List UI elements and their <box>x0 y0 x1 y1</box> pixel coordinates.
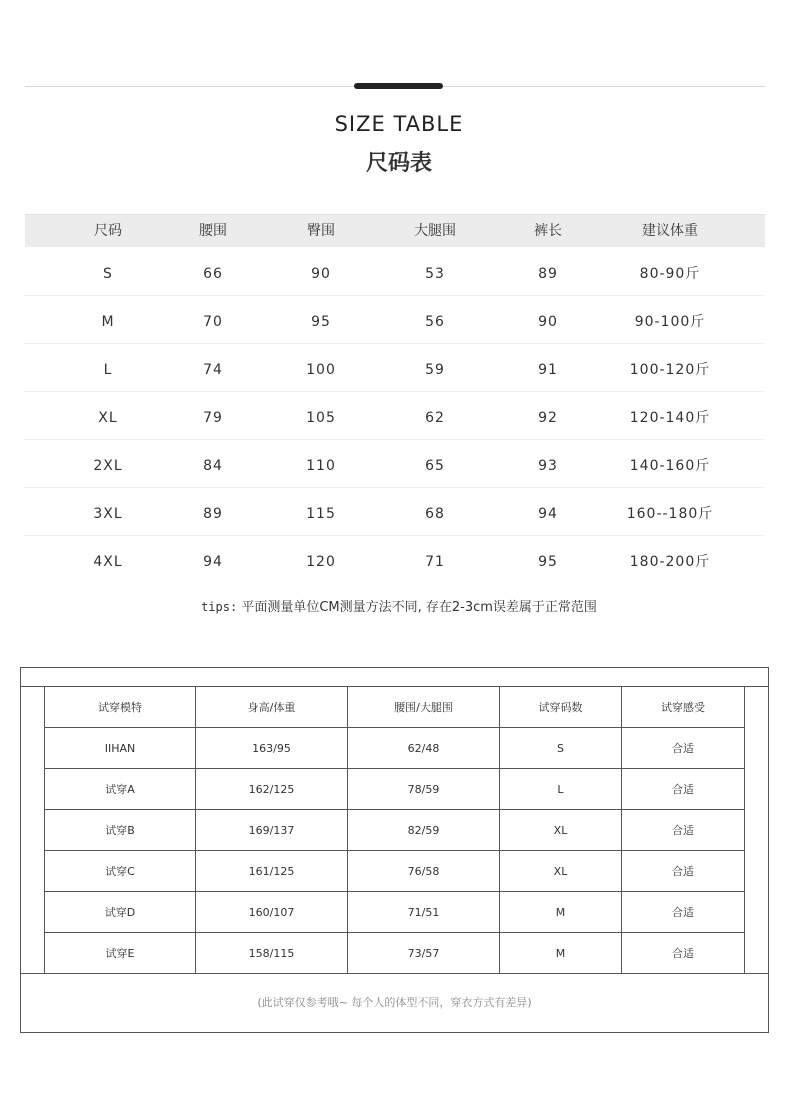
fit-header-cell: 试穿感受 <box>622 687 745 728</box>
fit-table-row <box>45 933 745 974</box>
fit-table-cell: M <box>500 892 622 933</box>
fit-table-row <box>45 851 745 892</box>
size-table-row <box>25 440 765 488</box>
fit-table-row <box>45 810 745 851</box>
fit-table-cell: 合适 <box>622 769 745 810</box>
fit-table-cell: 163/95 <box>196 728 348 769</box>
size-table-cell: 93 <box>538 458 558 474</box>
fit-table-cell: 试穿A <box>45 769 196 810</box>
size-table-cell: 71 <box>425 554 445 570</box>
fit-table-cell: IIHAN <box>45 728 196 769</box>
size-table-cell: S <box>103 266 113 282</box>
fit-header-cell: 腰围/大腿围 <box>348 687 500 728</box>
size-table-cell: 66 <box>203 266 223 282</box>
fit-table-cell: 试穿E <box>45 933 196 974</box>
size-table-cell: 100 <box>306 362 336 378</box>
fit-table-cell: 71/51 <box>348 892 500 933</box>
title-chinese: 尺码表 <box>365 151 432 176</box>
size-table-cell: 120-140斤 <box>629 410 711 426</box>
fit-table-cell: 62/48 <box>348 728 500 769</box>
size-table-cell: 180-200斤 <box>629 554 711 570</box>
size-table-cell: 95 <box>538 554 558 570</box>
fit-table <box>44 686 745 974</box>
fit-table-row <box>45 728 745 769</box>
fit-table-cell: 合适 <box>622 851 745 892</box>
size-table-header <box>25 214 765 247</box>
size-table-cell: 56 <box>425 314 445 330</box>
fit-table-cell: 160/107 <box>196 892 348 933</box>
fit-table-cell: 试穿D <box>45 892 196 933</box>
fit-header-cell: 身高/体重 <box>196 687 348 728</box>
size-table-cell: 94 <box>203 554 223 570</box>
fit-table-cell: M <box>500 933 622 974</box>
tips-body: 平面测量单位CM测量方法不同, 存在2-3cm误差属于正常范围 <box>237 600 597 615</box>
size-table-cell: 65 <box>425 458 445 474</box>
size-table-row <box>25 392 765 440</box>
fit-table-cell: S <box>500 728 622 769</box>
size-table-cell: XL <box>98 410 118 426</box>
size-table-row <box>25 536 765 584</box>
size-table-cell: 80-90斤 <box>639 266 701 282</box>
size-table-row <box>25 296 765 344</box>
size-header-cell: 腰围 <box>199 223 227 239</box>
size-table-row <box>25 488 765 536</box>
fit-table-cell: 试穿C <box>45 851 196 892</box>
size-header-cell: 大腿围 <box>414 223 456 239</box>
fit-table-row <box>45 892 745 933</box>
size-table-cell: 59 <box>425 362 445 378</box>
size-table-cell: 90-100斤 <box>634 314 706 330</box>
fit-table-cell: XL <box>500 851 622 892</box>
size-table-cell: 70 <box>203 314 223 330</box>
size-table-cell: 100-120斤 <box>629 362 711 378</box>
size-table-cell: 115 <box>306 506 336 522</box>
fit-table-cell: 82/59 <box>348 810 500 851</box>
size-table-cell: 89 <box>203 506 223 522</box>
tips-text <box>0 596 790 615</box>
fit-table-cell: 合适 <box>622 810 745 851</box>
size-table-cell: 120 <box>306 554 336 570</box>
size-table-row <box>25 344 765 392</box>
size-table-cell: M <box>101 314 115 330</box>
fit-table-cell: 合适 <box>622 892 745 933</box>
size-table-cell: 160--180斤 <box>626 506 714 522</box>
size-table-cell: 79 <box>203 410 223 426</box>
size-table-cell: 91 <box>538 362 558 378</box>
fit-table-cell: 73/57 <box>348 933 500 974</box>
fit-table-header-row <box>45 687 745 728</box>
size-table-cell: 90 <box>311 266 331 282</box>
top-accent-bar <box>354 83 443 89</box>
size-table-cell: 94 <box>538 506 558 522</box>
size-header-cell: 裤长 <box>534 223 562 239</box>
fit-table-cell: 78/59 <box>348 769 500 810</box>
fit-table-cell: 162/125 <box>196 769 348 810</box>
fit-table-cell: 158/115 <box>196 933 348 974</box>
size-table-cell: 90 <box>538 314 558 330</box>
fit-table-cell: 76/58 <box>348 851 500 892</box>
size-table-cell: 105 <box>306 410 336 426</box>
size-table-cell: 68 <box>425 506 445 522</box>
size-table-cell: 3XL <box>93 506 123 522</box>
size-table-cell: 110 <box>306 458 336 474</box>
size-table-cell: 95 <box>311 314 331 330</box>
fit-table-note: (此试穿仅参考哦~ 每个人的体型不同，穿衣方式有差异) <box>257 996 532 1009</box>
size-table-cell: 89 <box>538 266 558 282</box>
fit-table-cell: XL <box>500 810 622 851</box>
size-table-cell: 92 <box>538 410 558 426</box>
size-table-row <box>25 248 765 296</box>
fit-table-cell: 合适 <box>622 728 745 769</box>
fit-table-cell: 161/125 <box>196 851 348 892</box>
fit-table-cell: 试穿B <box>45 810 196 851</box>
size-table-cell: 4XL <box>93 554 123 570</box>
size-header-cell: 建议体重 <box>642 223 698 239</box>
size-header-cell: 尺码 <box>94 223 122 239</box>
size-table-cell: 84 <box>203 458 223 474</box>
size-table-cell: 53 <box>425 266 445 282</box>
fit-table-cell: 合适 <box>622 933 745 974</box>
fit-table-cell: L <box>500 769 622 810</box>
size-header-cell: 臀围 <box>307 223 335 239</box>
size-table-cell: 62 <box>425 410 445 426</box>
fit-header-cell: 试穿码数 <box>500 687 622 728</box>
fit-header-cell: 试穿模特 <box>45 687 196 728</box>
fit-table-cell: 169/137 <box>196 810 348 851</box>
size-table-cell: L <box>103 362 113 378</box>
tips-prefix: tips: <box>201 600 238 614</box>
size-table-cell: 2XL <box>93 458 123 474</box>
title-english: SIZE TABLE <box>334 112 464 136</box>
size-table-cell: 140-160斤 <box>629 458 711 474</box>
size-table-cell: 74 <box>203 362 223 378</box>
fit-table-row <box>45 769 745 810</box>
